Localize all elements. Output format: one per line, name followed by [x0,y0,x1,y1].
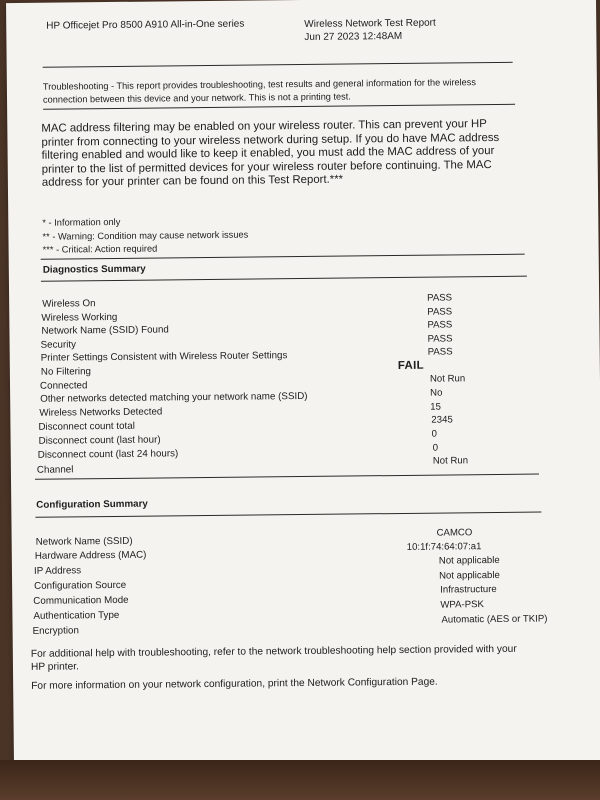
mac-filtering-notice: MAC address filtering may be enabled on your wireless router. This can prevent your HP printer from connecting to your wireless network during setup. If you do have MAC address filtering enabled and would like to keep it enabled, you must add the MAC address of your printer to the list of permitted devices for your wireless router before continuing. The MAC address for your printer can be found on this Test Report.*** [41,118,500,190]
diag-label: Network Name (SSID) Found [41,324,169,337]
diag-value: 0 [432,442,439,454]
divider [43,62,513,68]
legend-warning: ** - Warning: Condition may cause network issues [42,229,249,242]
config-label: Authentication Type [33,609,120,622]
diag-value: Not Run [429,373,466,385]
diag-value-fail: FAIL [397,359,425,373]
diag-value: PASS [427,292,453,304]
diag-label: Channel [36,464,74,476]
diag-value: 15 [430,401,441,413]
config-label: Communication Mode [33,594,129,607]
diag-label: Connected [39,380,88,392]
configuration-title: Configuration Summary [36,498,148,511]
config-label: Hardware Address (MAC) [34,549,147,562]
troubleshooting-text: Troubleshooting - This report provides troubleshooting, test results and general information for the wireless connection between this device and your network. This is not a printing test. [42,77,476,105]
diag-label: Wireless Working [41,311,118,324]
report-title: Wireless Network Test Report [304,17,436,30]
diag-value: PASS [427,333,453,345]
table-surface [0,760,600,800]
legend-info: * - Information only [42,216,121,228]
config-value: Not applicable [438,554,500,567]
config-label: Configuration Source [34,579,127,592]
footer-config-text: For more information on your network configuration, print the Network Configuration Page. [31,676,438,692]
diag-label: Disconnect count total [38,420,135,433]
config-value: Infrastructure [440,583,497,596]
config-value: CAMCO [436,527,473,539]
legend-critical: *** - Critical: Action required [42,243,158,255]
divider [35,512,541,518]
footer-help-text: For additional help with troubleshooting, refer to the network troubleshooting help section provided with your HP printer. [30,643,517,673]
diag-label: Wireless On [42,298,96,310]
diag-label: Disconnect count (last 24 hours) [37,448,179,461]
report-date: Jun 27 2023 12:48AM [304,30,403,43]
config-label: Network Name (SSID) [35,535,133,548]
config-label: IP Address [33,565,82,577]
diag-value: PASS [427,319,453,331]
diag-label: No Filtering [40,366,92,378]
config-label: Encryption [32,625,79,637]
diag-label: Disconnect count (last hour) [38,434,161,447]
diag-value: PASS [427,306,453,318]
divider [35,474,539,480]
report-header [304,17,436,44]
diag-label: Other networks detected matching your network name (SSID) [40,390,308,405]
diagnostics-title: Diagnostics Summary [42,263,146,276]
config-value: Not applicable [438,569,500,582]
severity-legend [42,215,248,258]
diag-value: No [430,387,443,399]
diag-label: Printer Settings Consistent with Wireless Router Settings [40,350,288,364]
report-page [6,0,600,771]
diag-label: Wireless Networks Detected [39,406,163,419]
config-value: WPA-PSK [440,599,484,611]
diag-value: Not Run [432,455,469,467]
diag-value: PASS [427,346,453,358]
divider [41,276,527,282]
config-value: Automatic (AES or TKIP) [441,613,548,626]
diag-value: 2345 [431,414,453,426]
diag-value: 0 [431,428,437,440]
printer-model: HP Officejet Pro 8500 A910 All-in-One series [46,18,245,32]
config-value: 10:1f:74:64:07:a1 [406,541,482,553]
diag-label: Security [40,339,77,351]
